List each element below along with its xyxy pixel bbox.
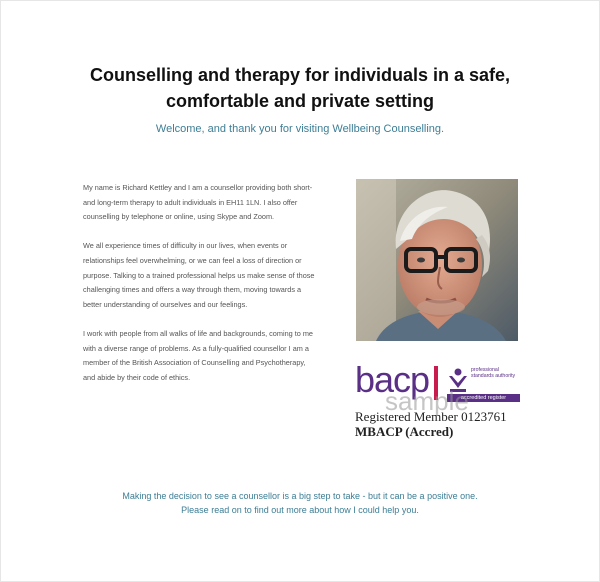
closing-message <box>60 489 540 517</box>
intro-paragraph: We all experience times of difficulty in our lives, when events or relationships feel overwhelming, or we can feel a loss of direction or purpose. Talking to a trained professional helps us make sense of those challenging times and offers a way through them, moving towards a better understanding of ourselves and our feelings. <box>83 241 315 309</box>
registration-number: Registered Member 0123761 <box>355 409 507 424</box>
sample-watermark: sample <box>385 386 469 416</box>
welcome-message <box>40 123 560 135</box>
bacp-logo-text: bacp <box>355 359 430 400</box>
counsellor-photo <box>356 179 518 341</box>
bacp-logo <box>355 359 520 416</box>
psa-tagline: professional standards authority <box>471 367 516 379</box>
closing-line: Making the decision to see a counsellor is a big step to take - but it can be a positive one. <box>122 491 478 501</box>
page-title: Counselling and therapy for individuals in a safe, comfortable and private setting <box>89 65 511 111</box>
accredited-register-band: accredited register <box>447 394 520 402</box>
intro-text <box>83 181 315 400</box>
welcome-text: Welcome, and thank you for visiting Wellbeing Counselling <box>155 123 442 135</box>
membership-grade: MBACP (Accred) <box>355 424 454 439</box>
intro-paragraph: I work with people from all walks of life and backgrounds, coming to me with a diverse range of problems. As a fully-qualified counsellor I am a member of the British Association of Counselling and Psychotherapy, and abide by their code of ethics. <box>83 328 313 382</box>
bacp-accreditation-badge <box>355 359 520 440</box>
welcome-period: . <box>441 123 445 135</box>
portrait-illustration <box>356 179 518 341</box>
intro-paragraph: My name is Richard Kettley and I am a counsellor providing both short- and long-term therapy to adult individuals in EH11 1LN. I also offer counselling by telephone or online, using Skype and Zoom. <box>83 183 313 222</box>
closing-line: Please read on to find out more about how I could help you. <box>181 505 419 515</box>
